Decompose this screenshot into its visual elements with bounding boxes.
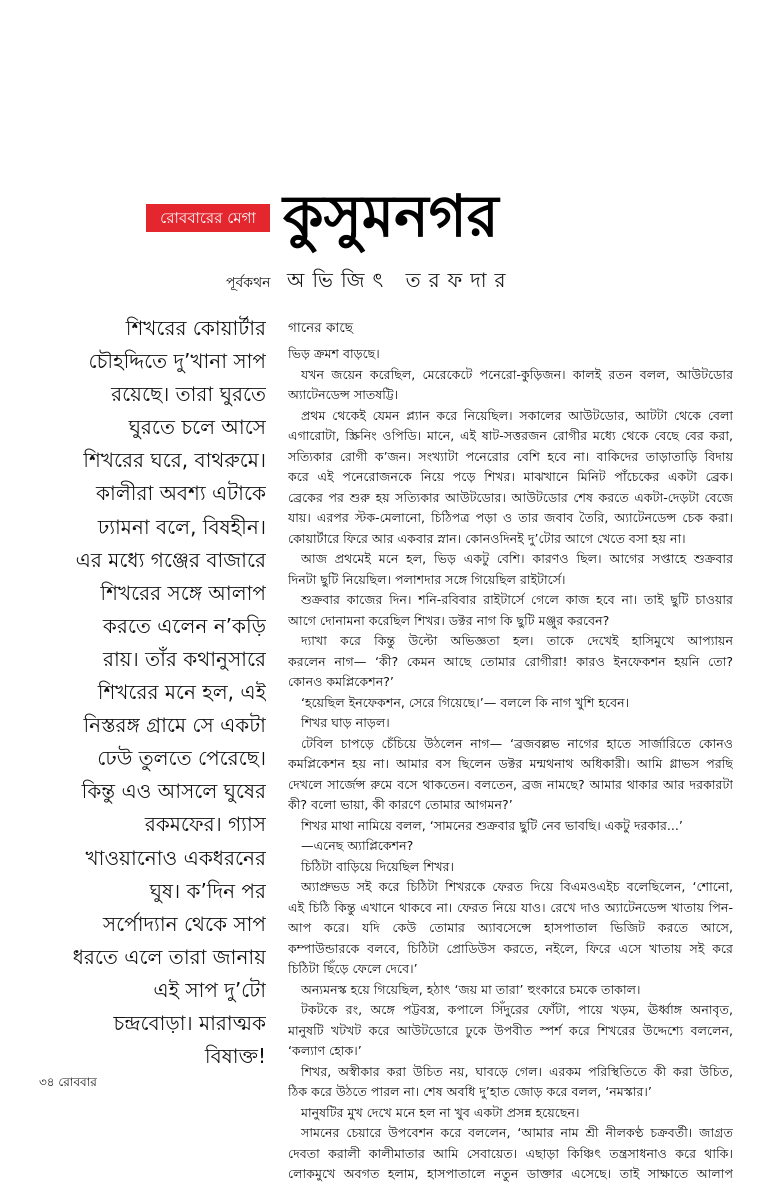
article-line: টেবিল চাপড়ে চেঁচিয়ে উঠলেন নাগ— ‘ব্রজবল্লভ নাগের হাতে সার্জারিতে কোনও <box>301 735 733 751</box>
pull-quote-line: রায়। তাঁর কথানুসারে <box>103 646 266 671</box>
article-line: শিখর, অস্বীকার করা উচিত নয়, ঘাবড়ে গেল। এরকম পরিস্থিতিতে কী করা উচিত, <box>301 1063 733 1079</box>
article-line: দেখলে সার্জেন্স রুমে বসে থাকতেন। বলতেন, ব্রজ নামছে? আমার থাকার আর দরকারটা <box>288 776 733 792</box>
pull-quote-line: কিন্তু এও আসলে ঘুষের <box>81 779 266 804</box>
article-line: মানুষটির মুখ দেখে মনে হল না খুব একটা প্রসন্ন হয়েছেন। <box>301 1104 580 1120</box>
article-line: ব্রেকের পর শুরু হয় সত্যিকার আউটডোর। আউটডোর শেষ করতে একটা-দেড়টা বেজে <box>288 489 733 505</box>
article-line: —এনেছ অ্যাপ্লিকেশন? <box>301 838 414 853</box>
article-line: ভিড় ক্রমশ বাড়ছে। <box>288 346 380 361</box>
article-line: করে এই পনেরোজনকে নিয়ে পড়ে শিখর। মাঝখানে মিনিট পাঁচেকের একটা ব্রেক। <box>288 469 733 484</box>
article-line: আগে দোনামনা করেছিল শিখর। ডক্টর নাগ কি ছুটি মঞ্জুর করবেন? <box>288 612 610 628</box>
article-line: মানুষটি খটখট করে আউটডোরে ঢুকে উপবীত স্পর্শ করে শিখরের উদ্দেশ্যে বললেন, <box>288 1022 733 1038</box>
pull-quote-line: কালীরা অবশ্য এটাকে <box>96 481 266 506</box>
article-line: আজ প্রথমেই মনে হল, ভিড় একটু বেশি। কারণও ছিল। আগের সপ্তাহে শুক্রবার <box>301 551 733 566</box>
article-line: অ্যাটেনডেন্স সাতষট্টি। <box>288 387 399 402</box>
chapter-subhead: গানের কাছে <box>288 320 353 336</box>
article-line: প্রথম থেকেই যেমন প্ল্যান করে নিয়েছিল। সকালের আউটডোর, আটটা থেকে বেলা <box>301 407 733 423</box>
article-line: শুক্রবার কাজের দিন। শনি-রবিবার রাইটার্সে গেলে কাজ হবে না। তাই ছুটি চাওয়ার <box>301 592 733 607</box>
pull-quote-line: চন্দ্রবোড়া। মারাত্মক <box>113 1010 266 1035</box>
pull-quote-line: এর মধ্যে গঞ্জের বাজারে <box>75 547 266 572</box>
article-line: সত্যিকার রোগী ক’জন। সংখ্যাটা পনেরোর বেশি হবে না। বাকিদের তাড়াতাড়ি বিদায় <box>288 448 733 464</box>
article-line: চিঠিটা ছিঁড়ে ফেলে দেবে।’ <box>288 961 418 976</box>
article-line: যায়। এরপর স্টক-মেলানো, চিঠিপত্র পড়া ও তার জবাব তৈরি, অ্যাটেনডেন্স চেক করা। <box>288 510 733 525</box>
article-line: ‘কল্যাণ হোক।’ <box>288 1043 362 1058</box>
article-line: কমপ্লিকেশন হয় না। আমার বস ছিলেন ডক্টর মন্মথনাথ অধিকারী। আমি গ্লাভস পরছি <box>288 756 733 771</box>
article-body <box>288 344 733 1185</box>
article-line: এই চিঠি কিন্তু এখানে থাকবে না। ফেরত নিয়ে যাও। রেখে দাও অ্যাটেনডেন্স খাতায় পিন- <box>288 899 733 915</box>
pull-quote-line: বিষাক্ত! <box>204 1044 266 1069</box>
pull-quote-line: শিখরের ঘরে, বাথরুমে। <box>83 448 266 473</box>
pull-quote-line: শিখরের মনে হল, এই <box>97 680 266 705</box>
article-line: ‘হয়েছিল ইনফেকশন, সেরে গিয়েছে।’— বললে কি নাগ খুশি হবেন। <box>301 694 630 710</box>
author-name: অভিজিৎ তরফদার <box>287 268 514 292</box>
article-line: অন্যমনস্ক হয়ে গিয়েছিল, হঠাৎ ‘জয় মা তারা’ হুংকারে চমকে তাকাল। <box>301 981 641 997</box>
article-line: চিঠিটা বাড়িয়ে দিয়েছিল শিখর। <box>301 858 455 874</box>
pull-quote-line: শিখরের কোয়ার্টার <box>125 316 266 340</box>
pull-quote-line: সর্পোদ্যান থেকে সাপ <box>102 911 266 936</box>
pull-quote-line: খাওয়ানোও একধরনের <box>85 845 266 870</box>
article-line: কম্পাউন্ডারকে বলবে, চিঠিটা প্রোডিউস করতে, নইলে, ফিরে এসে খাতায় সই করে <box>288 940 733 956</box>
pull-quote-line: চৌহদ্দিতে দু’খানা সাপ <box>88 349 266 374</box>
pull-quote-line: শিখরের সঙ্গে আলাপ <box>100 580 266 605</box>
pull-quote <box>40 312 266 1073</box>
pull-quote-line: ঢ্যামনা বলে, বিষহীন। <box>97 514 266 539</box>
pull-quote-line: নিস্তরঙ্গ গ্রামে সে একটা <box>83 713 266 738</box>
article-line: শিখর ঘাড় নাড়ল। <box>301 715 390 730</box>
pull-quote-line: ঘুরতে চলে আসে <box>128 415 266 440</box>
pull-quote-line: ধরতে এলে তারা জানায় <box>72 944 266 969</box>
article-line: আপ করে। যদি কেউ তোমার অ্যাবসেন্সে হাসপাতাল ভিজিট করতে আসে, <box>288 920 733 935</box>
article-line: এগারোটা, স্ক্রিনিং ওপিডি। মানে, এই ষাট-সত্তরজন রোগীর মধ্যে থেকে বেছে বের করা, <box>288 428 733 443</box>
article-line: ঠিক করে উঠতে পারল না। শেষ অবধি দু’হাত জোড় করে বলল, ‘নমস্কার।’ <box>288 1084 652 1099</box>
pull-quote-line: এই সাপ দু’টো <box>153 977 266 1002</box>
pull-quote-line: ঢেউ তুলতে পেরেছে। <box>97 746 266 771</box>
article-line: দিনটা ছুটি নিয়েছিল। পলাশদার সঙ্গে গিয়েছিল রাইটার্সে। <box>288 571 566 587</box>
article-line: দ্যাখা করে কিন্তু উল্টো অভিজ্ঞতা হল। তাকে দেখেই হাসিমুখে আপ্যায়ন <box>301 633 733 648</box>
page-folio: ৩৪ রোববার <box>39 1075 97 1089</box>
article-line: অ্যাপ্রুভড সই করে চিঠিটা শিখরকে ফেরত দিয়ে বিএমওএইচ বলেছিলেন, ‘শোনো, <box>301 879 733 894</box>
article-line: যখন জয়েন করেছিল, মেরেকেটে পনেরো-কুড়িজন। কালই রতন বলল, আউটডোর <box>301 366 733 382</box>
pull-quote-line: করতে এলেন ন’কড়ি <box>102 613 266 638</box>
section-tag: রোববারের মেগা <box>146 204 270 232</box>
article-line: কী? বলো ভায়া, কী কারণে তোমার আগমন?’ <box>288 797 513 812</box>
article-line: লোকমুখে অবগত হলাম, হাসপাতালে নতুন ডাক্তার এসেছে। তাই সাক্ষাতে আলাপ <box>288 1166 733 1181</box>
article-line: করলেন নাগ— ‘কী? কেমন আছে তোমার রোগীরা! কারও ইনফেকশন হয়নি তো? <box>288 653 733 669</box>
pull-quote-line: রয়েছে। তারা ঘুরতে <box>111 382 266 407</box>
story-title: কুসুমনগর <box>283 182 499 250</box>
article-line: শিখর মাথা নামিয়ে বলল, ‘সামনের শুক্রবার ছুটি নেব ভাবছি। একটু দরকার...’ <box>301 817 683 833</box>
article-line: কোয়ার্টারে ফিরে আর একবার স্নান। কোনওদিনই দু’টোর আগে খেতে বসা হয় না। <box>288 530 686 546</box>
article-line: সামনের চেয়ারে উপবেশন করে বললেন, ‘আমার নাম শ্রী নীলকণ্ঠ চক্রবর্তী। জাগ্রত <box>301 1125 733 1140</box>
pull-quote-line: রকমফের। গ্যাস <box>144 812 266 837</box>
article-line: দেবতা করালী কালীমাতার আমি সেবায়েত। এছাড়া কিঞ্চিৎ তন্ত্রসাধনাও করে থাকি। <box>288 1145 733 1161</box>
preface-label: পূর্বকথন <box>226 275 271 291</box>
article-line: কোনও কমপ্লিকেশন?’ <box>288 674 394 689</box>
pull-quote-line: ঘুষ। ক’দিন পর <box>149 878 266 903</box>
article-line: টকটকে রং, অঙ্গে পট্টবস্ত্র, কপালে সিঁদুরের ফোঁটা, পায়ে খড়ম, ঊর্ধ্বাঙ্গ অনাবৃত, <box>301 1002 733 1017</box>
